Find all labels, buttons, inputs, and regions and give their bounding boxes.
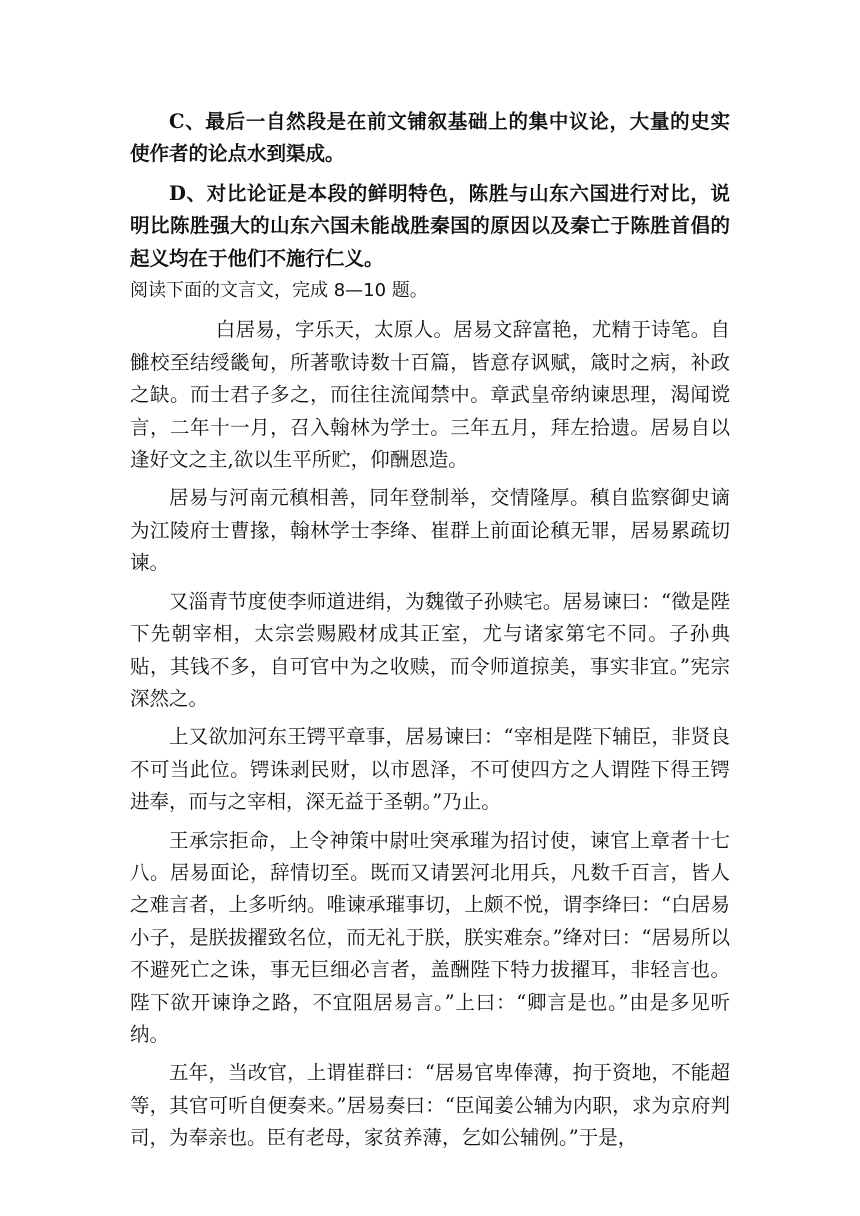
option-d: D、对比论证是本段的鲜明特色，陈胜与山东六国进行对比，说明比陈胜强大的山东六国未能战胜秦国的原因以及秦亡于陈胜首倡的起义均在于他们不施行仁义。 [130,181,730,270]
option-c: C、最后一自然段是在前文铺叙基础上的集中议论，大量的史实使作者的论点水到渠成。 [130,110,730,166]
passage-paragraph-1: 白居易，字乐天，太原人。居易文辞富艳，尤精于诗笔。自雠校至结绶畿甸，所著歌诗数十百篇，皆意存讽赋，箴时之病，补政之缺。而士君子多之，而往往流闻禁中。章武皇帝纳谏思理，渴闻谠言，二年十一月，召入翰林为学士。三年五月，拜左拾遗。居易自以逢好文之主,欲以生平所贮，仰酬恩造。 [130,318,730,472]
passage-paragraph-3: 又淄青节度使李师道进绢，为魏徵子孙赎宅。居易谏曰：“徵是陛下先朝宰相，太宗尝赐殿材成其正室，尤与诸家第宅不同。子孙典贴，其钱不多，自可官中为之收赎，而令师道掠美，事实非宜。”宪宗深然之。 [130,589,730,710]
passage-paragraph-2: 居易与河南元稹相善，同年登制举，交情隆厚。稹自监察御史谪为江陵府士曹掾，翰林学士李绛、崔群上前面论稹无罪，居易累疏切谏。 [130,486,730,575]
passage-paragraph-5: 王承宗拒命，上令神策中尉吐突承璀为招讨使，谏官上章者十七八。居易面论，辞情切至。既而又请罢河北用兵，凡数千百言，皆人之难言者，上多听纳。唯谏承璀事切，上颇不悦，谓李绛曰：“白居易小子，是朕拔擢致名位，而无礼于朕，朕实难奈。”绛对曰：“居易所以不避死亡之诛，事无巨细必言者，盖酬陛下特力拔擢耳，非轻言也。陛下欲开谏诤之路，不宜阻居易言。”上曰：“卿言是也。”由是多见听纳。 [130,828,730,1046]
passage-paragraph-6: 五年，当改官，上谓崔群曰：“居易官卑俸薄，拘于资地，不能超等，其官可听自便奏来。”居易奏曰：“臣闻姜公辅为内职，求为京府判司，为奉亲也。臣有老母，家贫养薄，乞如公辅例。”于是， [130,1061,730,1150]
reading-instruction: 阅读下面的文言文，完成 8—10 题。 [130,280,428,302]
passage-paragraph-4: 上又欲加河东王锷平章事，居易谏曰：“宰相是陛下辅臣，非贤良不可当此位。锷诛剥民财，以市恩泽，不可使四方之人谓陛下得王锷进奉，而与之宰相，深无益于圣朝。”乃止。 [130,725,730,814]
document-page [130,106,730,1155]
